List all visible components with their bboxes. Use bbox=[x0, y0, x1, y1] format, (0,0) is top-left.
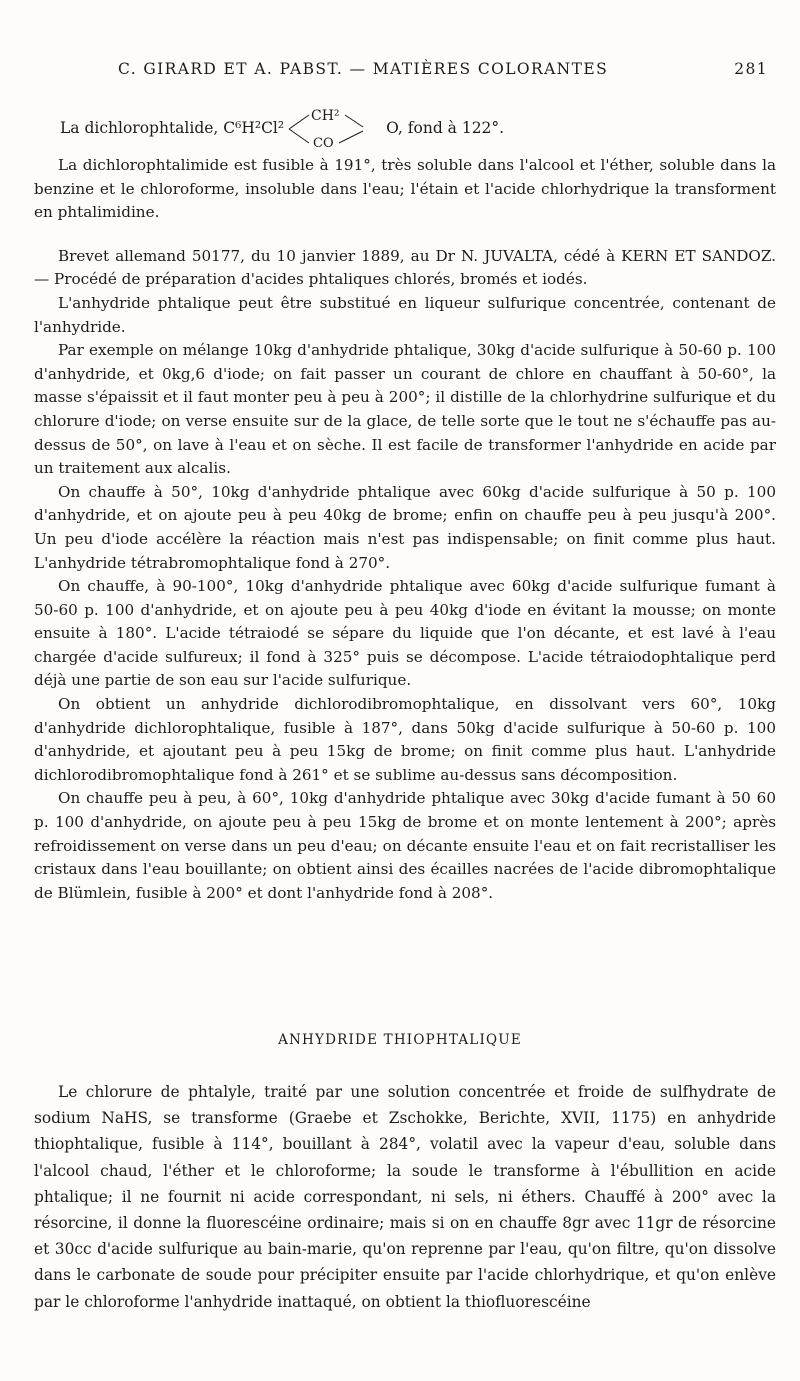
section-text bbox=[34, 1079, 776, 1315]
formula-line bbox=[60, 108, 504, 148]
paragraph: La dichlorophtalimide est fusible à 191°, très soluble dans l'alcool et l'éther, soluble dans la benzine et le chloroforme, insoluble dans l'eau; l'étain et l'acide chlorhydrique la transforment en phtalimidine. bbox=[34, 156, 776, 222]
section-heading: ANHYDRIDE THIOPHTALIQUE bbox=[278, 1032, 522, 1048]
paragraph: On obtient un anhydride dichlorodibromophtalique, en dissolvant vers 60°, 10kg d'anhydride dichlorophtalique, fusible à 187°, dans 50kg d'acide sulfurique à 50-60 p. 100 d'anhydride, et ajoutant peu à peu 15kg de brome; on finit comme plus haut. L'anhydride dichlorodibromophtalique fond à 261° et se sublime au-dessus sans décomposition. bbox=[34, 695, 776, 784]
formula-bottom-group: CO bbox=[313, 136, 334, 150]
page-number: 281 bbox=[734, 60, 768, 78]
ring-bracket-diagram bbox=[287, 108, 383, 150]
paragraph: On chauffe peu à peu, à 60°, 10kg d'anhydride phtalique avec 30kg d'acide fumant à 50 60 p. 100 d'anhydride, on ajoute peu à peu 15kg de brome et on monte lentement à 200°; après refroidissement on verse dans un peu d'eau; on décante ensuite l'eau et on fait recristalliser les cristaux dans l'eau bouillante; on obtient ainsi des écailles nacrées de l'acide dibromophtalique de Blümlein, fusible à 200° et dont l'anhydride fond à 208°. bbox=[34, 789, 776, 902]
paragraph: On chauffe à 50°, 10kg d'anhydride phtalique avec 60kg d'acide sulfurique à 50 p. 100 d'anhydride, et on ajoute peu à peu 40kg de brome; enfin on chauffe peu à peu jusqu'à 200°. Un peu d'iode accélère la réaction mais n'est pas indispensable; on finit comme plus haut. L'anhydride tétrabromophtalique fond à 270°. bbox=[34, 482, 776, 572]
header-title: C. GIRARD ET A. PABST. — MATIÈRES COLORANTES bbox=[118, 60, 609, 78]
formula-suffix: O, fond à 122°. bbox=[386, 119, 505, 137]
paragraph: Par exemple on mélange 10kg d'anhydride phtalique, 30kg d'acide sulfurique à 50-60 p. 100 d'anhydride, et 0kg,6 d'iode; on fait passer un courant de chlore en chauffant à 50-60°, la masse s'épaissit et il faut monter peu à peu à 200°; il distille de la chlorhydrine sulfurique et du chlorure d'iode; on verse ensuite sur de la glace, de telle sorte que le tout ne s'échauffe pas au-dessus de 50°, on lave à l'eau et on sèche. Il est facile de transformer l'anhydride en acide par un traitement aux alcalis. bbox=[34, 341, 776, 478]
paragraph: On chauffe, à 90-100°, 10kg d'anhydride phtalique avec 60kg d'acide sulfurique fumant à 50-60 p. 100 d'anhydride, et on ajoute peu à peu 40kg d'iode en évitant la mousse; on monte ensuite à 180°. L'acide tétraiodé se sépare du liquide que l'on décante, et est lavé à l'eau chargée d'acide sulfureux; il fond à 325° puis se décompose. L'acide tétraiodophtalique perd déjà une partie de son eau sur l'acide sulfurique. bbox=[34, 577, 776, 690]
formula-top-group: CH² bbox=[311, 108, 340, 124]
formula-prefix: La dichlorophtalide, C⁶H²Cl² bbox=[60, 119, 285, 137]
paragraph: L'anhydride phtalique peut être substitué en liqueur sulfurique concentrée, contenant de l'anhydride. bbox=[34, 293, 776, 336]
main-text bbox=[34, 154, 776, 905]
section-paragraph: Le chlorure de phtalyle, traité par une solution concentrée et froide de sulfhydrate de sodium NaHS, se transforme (Graebe et Zschokke, Berichte, XVII, 1175) en anhydride thiophtalique, fusible à 114°, bouillant à 284°, volatil avec la vapeur d'eau, soluble dans l'alcool chaud, l'éther et le chloroforme; la soude le transforme à l'ébullition en acide phtalique; il ne fournit ni acide correspondant, ni sels, ni éthers. Chauffé à 200° avec la résorcine, il donne la fluorescéine ordinaire; mais si on en chauffe 8gr avec 11gr de résorcine et 30cc d'acide sulfurique au bain-marie, qu'on reprenne par l'eau, qu'on filtre, qu'on dissolve dans le carbonate de soude pour précipiter ensuite par l'acide chlorhydrique, et qu'on enlève par le chloroforme l'anhydride inattaqué, on obtient la thiofluorescéine bbox=[34, 1083, 776, 1311]
patent-paragraph: Brevet allemand 50177, du 10 janvier 1889, au Dr N. JUVALTA, cédé à KERN ET SANDOZ. — Procédé de préparation d'acides phtaliques chlorés, bromés et iodés. bbox=[34, 246, 776, 289]
running-header bbox=[58, 60, 768, 88]
